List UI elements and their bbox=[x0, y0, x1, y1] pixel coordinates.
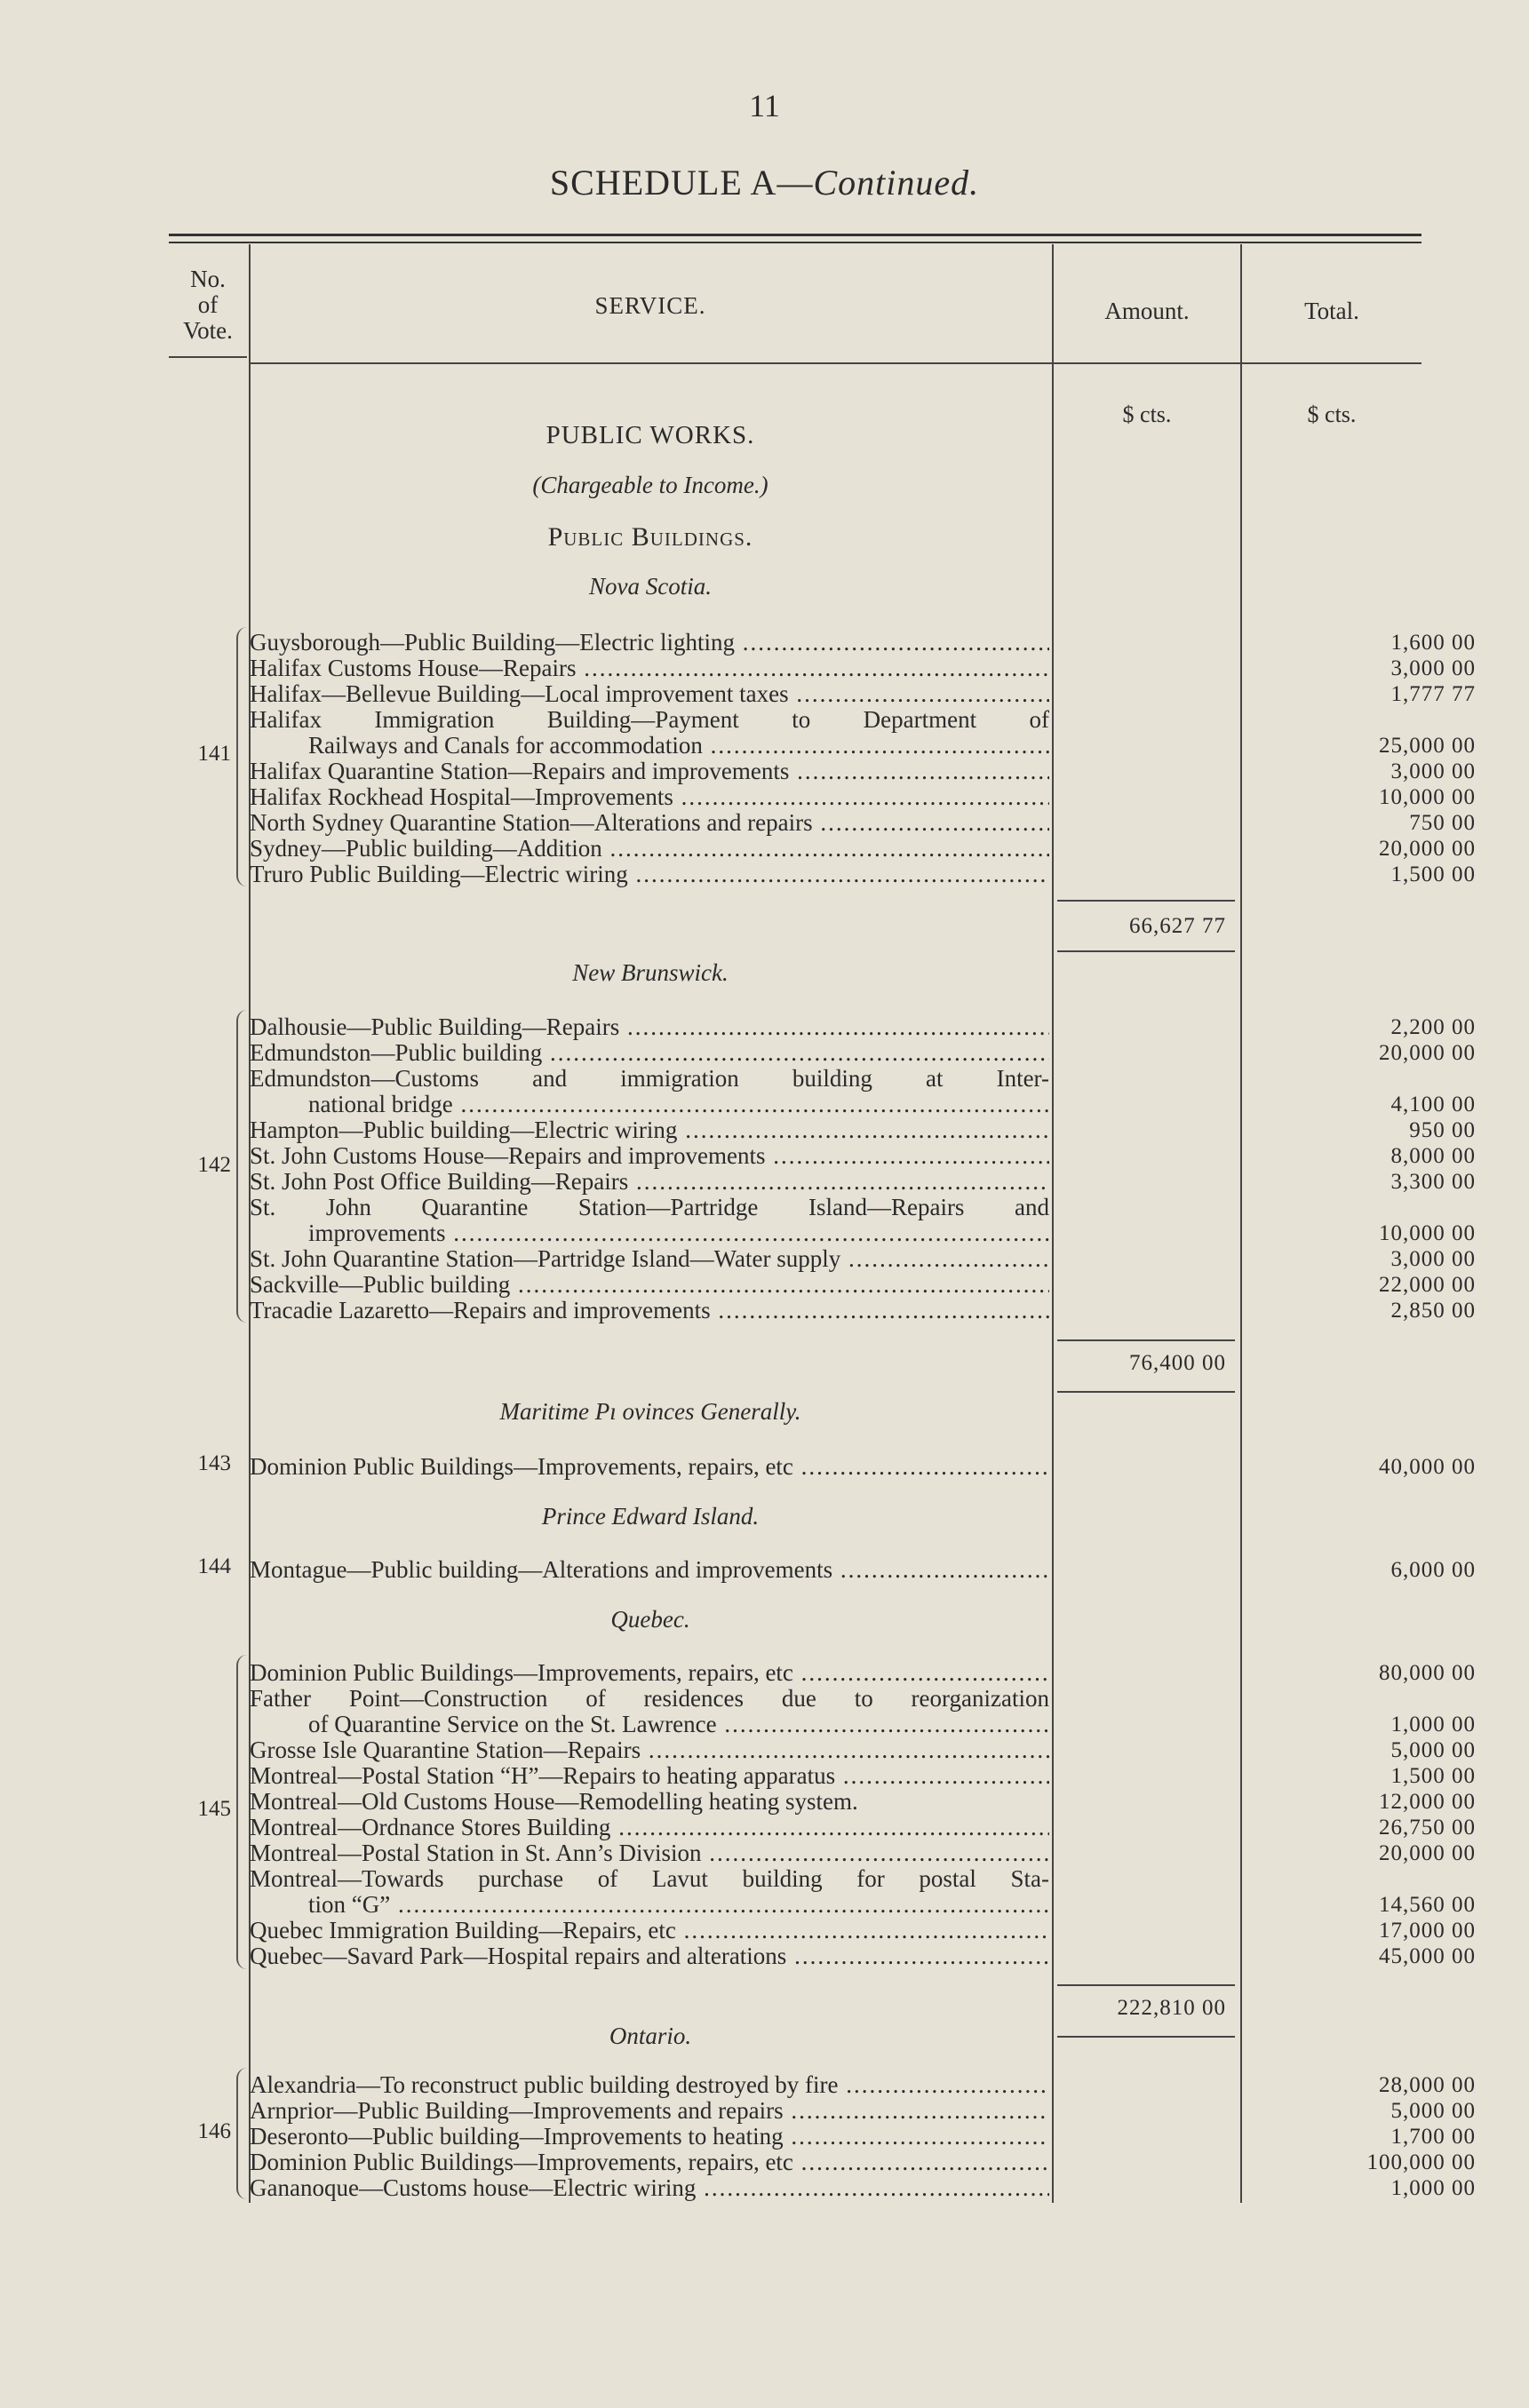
service-description: Montreal—Postal Station in St. Ann’s Division ..... bbox=[250, 1840, 1049, 1866]
line-item bbox=[250, 1712, 1476, 1737]
line-item bbox=[250, 1454, 1476, 1480]
header-amount: Amount. bbox=[1104, 298, 1190, 324]
service-description: Railways and Canals for accommodation ..... bbox=[250, 733, 1049, 759]
amount-value: 1,600 00 bbox=[1390, 631, 1476, 655]
subtotal-rule bbox=[1057, 1339, 1235, 1341]
service-description: Deseronto—Public building—Improvements to heating ..... bbox=[250, 2124, 1049, 2150]
header-vote-line1: No. bbox=[190, 266, 226, 292]
schedule-title bbox=[0, 162, 1529, 203]
vote-number-145: 145 bbox=[197, 1797, 231, 1821]
bracket-142 bbox=[236, 1010, 251, 1323]
amount-value: 20,000 00 bbox=[1379, 1841, 1476, 1865]
subtotal-value: 66,627 77 bbox=[1129, 914, 1226, 938]
line-item bbox=[250, 1246, 1476, 1272]
vote-number-146: 146 bbox=[197, 2119, 231, 2143]
amount-value: 14,560 00 bbox=[1379, 1893, 1476, 1917]
service-description: Montreal—Old Customs House—Remodelling heating system. bbox=[250, 1789, 858, 1815]
bracket-145 bbox=[236, 1655, 251, 1969]
service-description: Halifax Quarantine Station—Repairs and improvements ..... bbox=[250, 759, 1049, 784]
line-item bbox=[250, 1918, 1476, 1943]
service-description: Halifax Rockhead Hospital—Improvements ..... bbox=[250, 784, 1049, 810]
bracket-141 bbox=[236, 627, 251, 886]
bracket-146 bbox=[236, 2068, 251, 2199]
section-heading-nova-scotia: Nova Scotia. bbox=[589, 573, 712, 600]
amount-units: $ cts. bbox=[1122, 401, 1172, 427]
service-description: improvements ..... bbox=[250, 1220, 1049, 1246]
line-item bbox=[250, 1866, 1422, 1892]
line-item bbox=[250, 1686, 1422, 1712]
service-description: Quebec—Savard Park—Hospital repairs and alterations ..... bbox=[250, 1943, 1049, 1969]
service-description: St. John Quarantine Station—Partridge Island—Repairs and bbox=[250, 1195, 1049, 1220]
service-description: Montague—Public building—Alterations and improvements ..... bbox=[250, 1557, 1049, 1583]
amount-value: 3,000 00 bbox=[1390, 656, 1476, 680]
service-description: of Quarantine Service on the St. Lawrence ..... bbox=[250, 1712, 1049, 1737]
amount-value: 750 00 bbox=[1409, 811, 1476, 835]
schedule-title-continued: Continued. bbox=[813, 163, 980, 203]
service-description: Halifax Customs House—Repairs ..... bbox=[250, 656, 1049, 681]
line-item bbox=[250, 862, 1476, 887]
header-total: Total. bbox=[1304, 298, 1359, 324]
service-description: St. John Customs House—Repairs and improvements ..... bbox=[250, 1143, 1049, 1169]
service-description: St. John Quarantine Station—Partridge Island—Water supply ..... bbox=[250, 1246, 1049, 1272]
service-description: Dominion Public Buildings—Improvements, repairs, etc ..... bbox=[250, 1660, 1049, 1686]
subtotal-rule bbox=[1057, 1984, 1235, 1986]
line-item bbox=[250, 1557, 1476, 1583]
service-description: Dominion Public Buildings—Improvements, repairs, etc ..... bbox=[250, 1454, 1049, 1480]
section-heading-pei: Prince Edward Island. bbox=[541, 1503, 760, 1530]
line-item bbox=[250, 1040, 1476, 1066]
line-item bbox=[250, 1169, 1476, 1195]
amount-value: 8,000 00 bbox=[1390, 1144, 1476, 1168]
service-description: Tracadie Lazaretto—Repairs and improvements ..... bbox=[250, 1298, 1049, 1323]
amount-value: 1,777 77 bbox=[1390, 682, 1476, 706]
service-description: Edmundston—Customs and immigration building at Inter- bbox=[250, 1066, 1049, 1092]
amount-value: 3,000 00 bbox=[1390, 1247, 1476, 1271]
line-item bbox=[250, 707, 1422, 733]
amount-value: 28,000 00 bbox=[1379, 2073, 1476, 2097]
service-description: Gananoque—Customs house—Electric wiring ..... bbox=[250, 2175, 1049, 2201]
line-item bbox=[250, 810, 1476, 836]
line-item bbox=[250, 836, 1476, 862]
line-item bbox=[250, 656, 1476, 681]
amount-value: 5,000 00 bbox=[1390, 1738, 1476, 1762]
amount-value: 20,000 00 bbox=[1379, 837, 1476, 861]
line-item bbox=[250, 2124, 1476, 2150]
service-description: Arnprior—Public Building—Improvements and repairs ..... bbox=[250, 2098, 1049, 2124]
header-vote-line3: Vote. bbox=[183, 317, 233, 344]
line-item bbox=[250, 1092, 1476, 1117]
subtotal-rule bbox=[1057, 950, 1235, 952]
line-item bbox=[250, 1298, 1476, 1323]
service-description: Father Point—Construction of residences due to reorganization bbox=[250, 1686, 1049, 1712]
line-item bbox=[250, 1815, 1476, 1840]
chargeable-note: (Chargeable to Income.) bbox=[532, 472, 768, 498]
service-description: Montreal—Postal Station “H”—Repairs to heating apparatus ..... bbox=[250, 1763, 1049, 1789]
line-item bbox=[250, 733, 1476, 759]
line-item bbox=[250, 784, 1476, 810]
amount-value: 26,750 00 bbox=[1379, 1816, 1476, 1840]
service-description: Sydney—Public building—Addition ..... bbox=[250, 836, 1049, 862]
category-heading: Public Buildings. bbox=[547, 522, 753, 552]
amount-value: 5,000 00 bbox=[1390, 2099, 1476, 2123]
section-heading-quebec: Quebec. bbox=[610, 1606, 690, 1633]
service-description: Alexandria—To reconstruct public building destroyed by fire ..... bbox=[250, 2072, 1049, 2098]
line-item bbox=[250, 681, 1476, 707]
line-item bbox=[250, 1737, 1476, 1763]
service-description: Guysborough—Public Building—Electric lighting ..... bbox=[250, 630, 1049, 656]
amount-value: 12,000 00 bbox=[1379, 1790, 1476, 1814]
vote-number-144: 144 bbox=[197, 1554, 231, 1578]
line-item bbox=[250, 1763, 1476, 1789]
page-number: 11 bbox=[749, 88, 780, 123]
line-item bbox=[250, 1892, 1476, 1918]
line-item bbox=[250, 1840, 1476, 1866]
amount-value: 1,700 00 bbox=[1390, 2125, 1476, 2149]
amount-value: 10,000 00 bbox=[1379, 1221, 1476, 1245]
vote-number-142: 142 bbox=[197, 1153, 231, 1177]
amount-value: 1,500 00 bbox=[1390, 1764, 1476, 1788]
amount-value: 4,100 00 bbox=[1390, 1093, 1476, 1117]
line-item bbox=[250, 1143, 1476, 1169]
amount-value: 40,000 00 bbox=[1379, 1455, 1476, 1479]
amount-value: 6,000 00 bbox=[1390, 1558, 1476, 1582]
amount-value: 1,000 00 bbox=[1390, 1713, 1476, 1736]
header-rule-main bbox=[251, 362, 1421, 364]
service-description: tion “G” ..... bbox=[250, 1892, 1049, 1918]
line-item bbox=[250, 2098, 1476, 2124]
amount-value: 3,000 00 bbox=[1390, 759, 1476, 783]
section-heading-ontario: Ontario. bbox=[609, 2023, 692, 2049]
subtotal-value: 222,810 00 bbox=[1117, 1996, 1226, 2020]
vote-number-141: 141 bbox=[197, 742, 231, 766]
amount-value: 20,000 00 bbox=[1379, 1041, 1476, 1065]
service-description: Sackville—Public building ..... bbox=[250, 1272, 1049, 1298]
header-vote-line2: of bbox=[197, 291, 219, 318]
subtotal-rule bbox=[1057, 1391, 1235, 1393]
amount-value: 2,200 00 bbox=[1390, 1015, 1476, 1039]
schedule-title-main: SCHEDULE A— bbox=[549, 163, 814, 203]
amount-value: 22,000 00 bbox=[1379, 1273, 1476, 1297]
line-item bbox=[250, 2150, 1476, 2175]
service-description: Hampton—Public building—Electric wiring ..... bbox=[250, 1117, 1049, 1143]
header-rule-vote bbox=[169, 356, 247, 358]
amount-value: 100,000 00 bbox=[1366, 2150, 1476, 2174]
service-description: Dominion Public Buildings—Improvements, repairs, etc ..... bbox=[250, 2150, 1049, 2175]
subtotal-value: 76,400 00 bbox=[1129, 1351, 1226, 1375]
amount-value: 950 00 bbox=[1409, 1118, 1476, 1142]
section-heading-maritime: Maritime Pı ovinces Generally. bbox=[499, 1398, 801, 1425]
line-item bbox=[250, 1660, 1476, 1686]
line-item bbox=[250, 1014, 1476, 1040]
line-item bbox=[250, 1789, 1476, 1815]
service-description: Dalhousie—Public Building—Repairs ..... bbox=[250, 1014, 1049, 1040]
line-item bbox=[250, 2175, 1476, 2201]
amount-value: 3,300 00 bbox=[1390, 1170, 1476, 1194]
department-heading: PUBLIC WORKS. bbox=[546, 421, 755, 449]
header-service: SERVICE. bbox=[594, 292, 706, 319]
line-item bbox=[250, 1943, 1476, 1969]
service-description: St. John Post Office Building—Repairs ..... bbox=[250, 1169, 1049, 1195]
amount-value: 1,500 00 bbox=[1390, 862, 1476, 886]
service-description: Truro Public Building—Electric wiring ..... bbox=[250, 862, 1049, 887]
amount-value: 80,000 00 bbox=[1379, 1661, 1476, 1685]
total-units: $ cts. bbox=[1307, 401, 1357, 427]
line-item bbox=[250, 1117, 1476, 1143]
section-heading-new-brunswick: New Brunswick. bbox=[572, 959, 729, 986]
service-description: Edmundston—Public building ..... bbox=[250, 1040, 1049, 1066]
service-description: Montreal—Ordnance Stores Building ..... bbox=[250, 1815, 1049, 1840]
amount-value: 2,850 00 bbox=[1390, 1299, 1476, 1323]
amount-value: 17,000 00 bbox=[1379, 1919, 1476, 1943]
line-item bbox=[250, 2072, 1476, 2098]
amount-value: 1,000 00 bbox=[1390, 2176, 1476, 2200]
amount-value: 45,000 00 bbox=[1379, 1944, 1476, 1968]
line-item bbox=[250, 1220, 1476, 1246]
amount-value: 10,000 00 bbox=[1379, 785, 1476, 809]
header-vote bbox=[169, 266, 247, 344]
service-description: Montreal—Towards purchase of Lavut building for postal Sta- bbox=[250, 1866, 1049, 1892]
top-double-rule-1 bbox=[169, 234, 1421, 236]
service-description: North Sydney Quarantine Station—Alterations and repairs ..... bbox=[250, 810, 1049, 836]
subtotal-rule bbox=[1057, 2036, 1235, 2038]
line-item bbox=[250, 1066, 1422, 1092]
vote-number-143: 143 bbox=[197, 1451, 231, 1475]
line-item bbox=[250, 1272, 1476, 1298]
service-description: Quebec Immigration Building—Repairs, etc ..... bbox=[250, 1918, 1049, 1943]
service-description: Halifax Immigration Building—Payment to Department of bbox=[250, 707, 1049, 733]
amount-value: 25,000 00 bbox=[1379, 734, 1476, 758]
service-description: Grosse Isle Quarantine Station—Repairs ..... bbox=[250, 1737, 1049, 1763]
service-description: Halifax—Bellevue Building—Local improvement taxes ..... bbox=[250, 681, 1049, 707]
service-description: national bridge ..... bbox=[250, 1092, 1049, 1117]
line-item bbox=[250, 1195, 1422, 1220]
line-item bbox=[250, 630, 1476, 656]
line-item bbox=[250, 759, 1476, 784]
top-double-rule-2 bbox=[169, 242, 1421, 243]
subtotal-rule bbox=[1057, 900, 1235, 902]
